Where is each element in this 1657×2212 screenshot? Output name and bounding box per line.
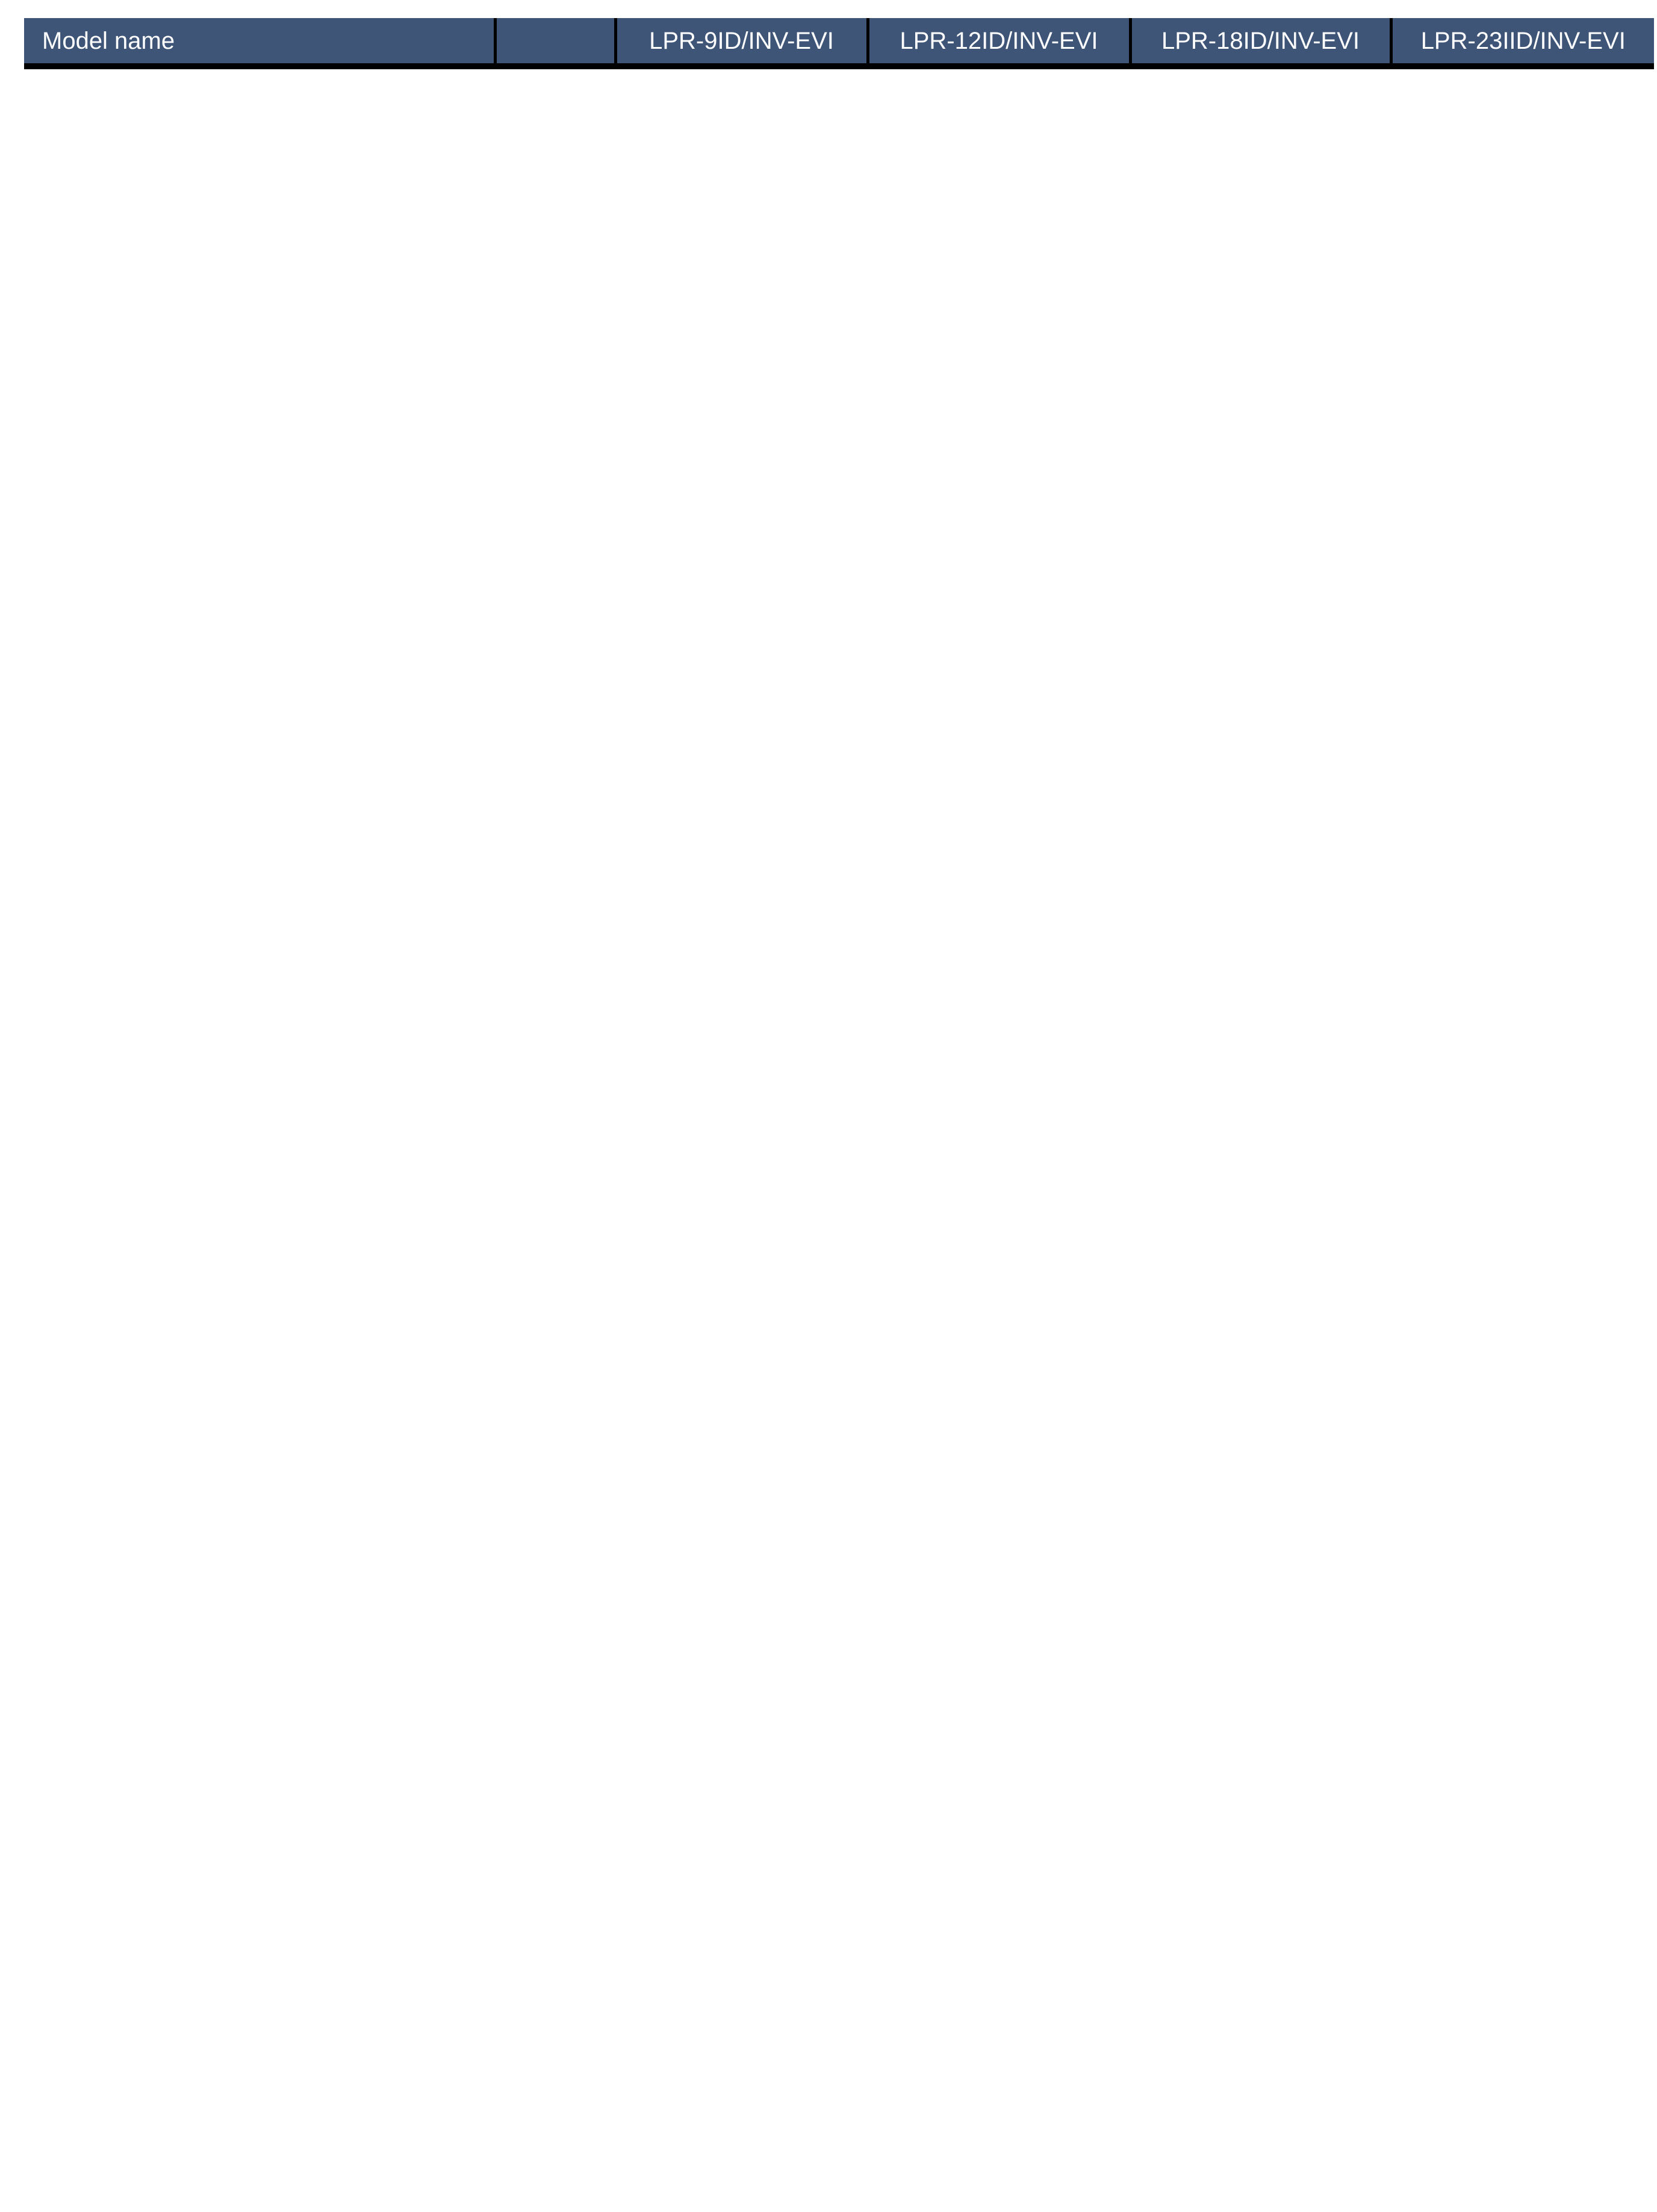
- header-model-name-cell: Model name: [24, 18, 495, 66]
- spec-table: [24, 18, 1654, 1851]
- header-empty-cell: [495, 18, 615, 66]
- model-column-header: LPR-12ID/INV-EVI: [868, 18, 1130, 66]
- model-column-header: LPR-9ID/INV-EVI: [615, 18, 868, 66]
- model-column-header: LPR-23IID/INV-EVI: [1391, 18, 1654, 66]
- model-column-header: LPR-18ID/INV-EVI: [1130, 18, 1391, 66]
